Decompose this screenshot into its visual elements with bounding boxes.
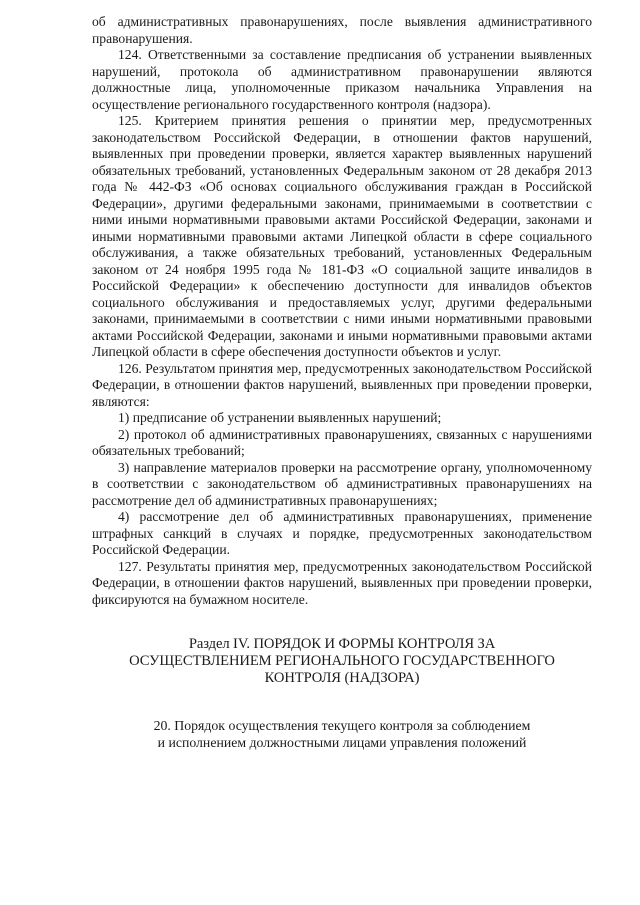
section-heading-line-3: КОНТРОЛЯ (НАДЗОРА) [264, 670, 420, 686]
paragraph-126: 126. Результатом принятия мер, предусмотренных законодательством Российской Федерации, в отношении фактов нарушений, выявленных при проведении проверки, являются: [92, 360, 592, 409]
list-item-4: 4) рассмотрение дел об административных правонарушениях, применение штрафных санкций в случаях и порядке, предусмотренных законодательством Российской Федерации. [92, 509, 592, 557]
subsection-heading-line-1: 20. Порядок осуществления текущего контроля за соблюдением [153, 718, 531, 733]
section-heading-line-1: Раздел IV. ПОРЯДОК И ФОРМЫ КОНТРОЛЯ ЗА [188, 636, 496, 652]
paragraph-124: 124. Ответственными за составление предписания об устранении выявленных нарушений, протокола об административном правонарушении являются должностные лица, уполномоченные приказом начальника Управления на осуществление регионального государственного контроля (надзора). [92, 47, 592, 112]
section-heading [92, 636, 592, 687]
paragraph-127: 127. Результаты принятия мер, предусмотренных законодательством Российской Федерации, в отношении фактов нарушений, выявленных при проведении проверки, фиксируются на бумажном носителе. [92, 558, 592, 607]
subsection-heading-line-2: и исполнением должностными лицами управления положений [157, 735, 527, 750]
list-item-2: 2) протокол об административных правонарушениях, связанных с нарушениями обязательных требований; [92, 426, 592, 458]
paragraph-continuation: об административных правонарушениях, после выявления административного правонарушения. [92, 14, 592, 46]
subsection-heading [92, 717, 592, 751]
list-item-3: 3) направление материалов проверки на рассмотрение органу, уполномоченному в соответствии с законодательством об административных правонарушениях на рассмотрение дел об административных правонарушениях; [92, 459, 592, 508]
paragraph-125: 125. Критерием принятия решения о принятии мер, предусмотренных законодательством Российской Федерации, в отношении фактов нарушений, выявленных при проведении проверки, является характер выявленных нарушений обязательных требований, установленных Федеральным законом от 28 декабря 2013 года № 442-ФЗ «Об основах социального обслуживания граждан в Российской Федерации», другими федеральными законами, принимаемыми в соответствии с ними иными нормативными правовыми актами Российской Федерации, законами и иными нормативными правовыми актами Липецкой области в сфере социального обслуживания, а также обязательных требований, установленных Федеральным законом от 24 ноября 1995 года № 181-ФЗ «О социальной защите инвалидов в Российской Федерации» к обеспечению доступности для инвалидов объектов социального обслуживания и предоставляемых услуг, другими федеральными законами, принимаемыми в соответствии с ними иными нормативными правовыми актами Российской Федерации, законами и иными нормативными правовыми актами Липецкой области в сфере обеспечения доступности объектов и услуг. [92, 113, 592, 359]
document-page [92, 14, 592, 751]
list-item-1: 1) предписание об устранении выявленных нарушений; [118, 410, 442, 425]
section-heading-line-2: ОСУЩЕСТВЛЕНИЕМ РЕГИОНАЛЬНОГО ГОСУДАРСТВЕННОГО [129, 653, 555, 669]
